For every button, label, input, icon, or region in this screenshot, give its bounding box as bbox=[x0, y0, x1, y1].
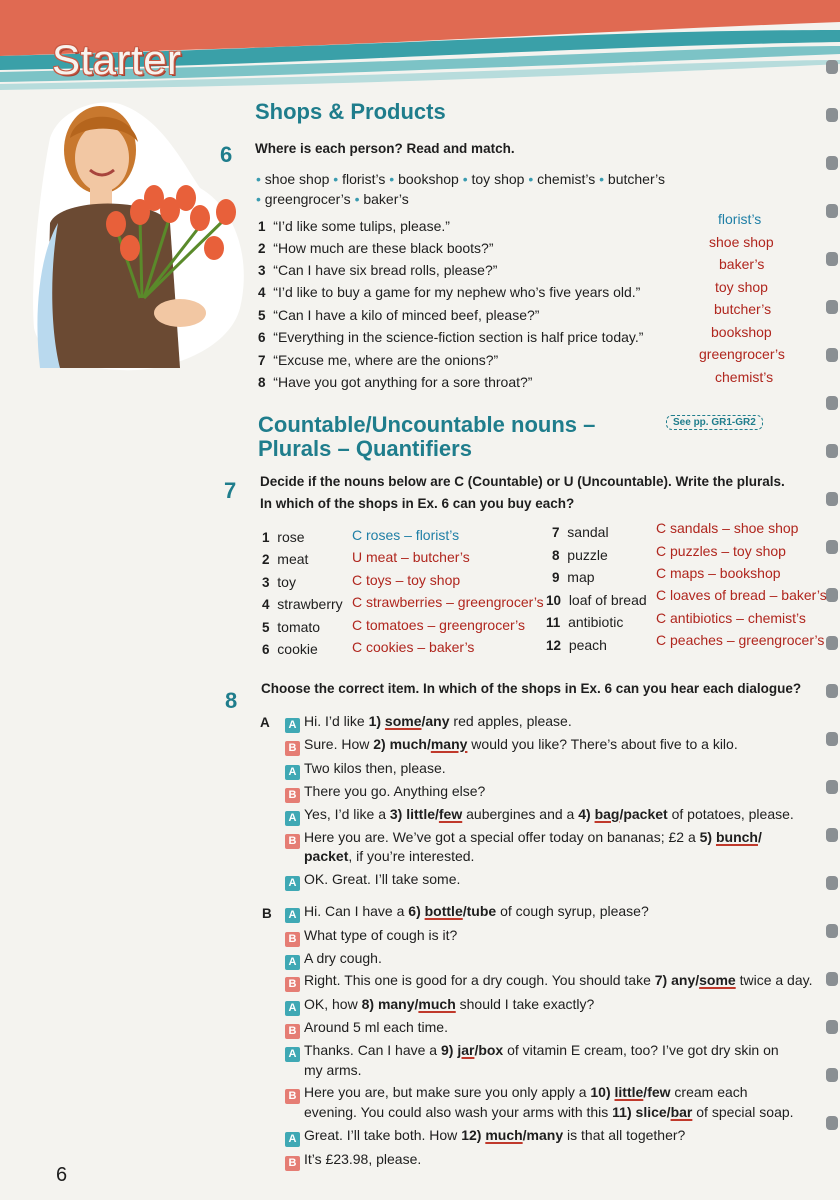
item-number: 12) bbox=[461, 1127, 486, 1143]
bullet-icon: • bbox=[354, 191, 360, 207]
option-choice[interactable]: much bbox=[418, 996, 456, 1012]
dialogue-text: of vitamin E cream, too? I’ve got dry skin on bbox=[503, 1042, 779, 1058]
answer-text: toy shop bbox=[715, 279, 768, 295]
dialogue-line bbox=[285, 970, 812, 992]
item-number: 10) bbox=[590, 1084, 615, 1100]
bullet-icon: • bbox=[389, 171, 395, 187]
answer-text: butcher’s bbox=[714, 301, 772, 317]
speaker-a-badge: A bbox=[285, 955, 300, 970]
item-number: 8) bbox=[361, 996, 378, 1012]
bullet-icon: • bbox=[256, 171, 261, 187]
item-number: 6 bbox=[258, 330, 266, 345]
answer-text: C maps – bookshop bbox=[656, 565, 781, 581]
separator: / bbox=[462, 903, 467, 919]
item-number: 5 bbox=[262, 620, 270, 635]
dialogue-text: of potatoes, please. bbox=[667, 806, 794, 822]
dialogue-line bbox=[285, 781, 485, 803]
dialogue-text: OK. Great. I’ll take some. bbox=[304, 871, 461, 887]
dialogue-line bbox=[285, 1149, 421, 1171]
list-item bbox=[262, 551, 308, 567]
item-number: 8 bbox=[552, 548, 560, 563]
dialogue-label: A bbox=[260, 715, 270, 730]
option-choice[interactable]: packet bbox=[304, 848, 349, 864]
dialogue-text: my arms. bbox=[304, 1062, 362, 1078]
quote-text: “Excuse me, where are the onions?” bbox=[273, 352, 499, 368]
dialogue-text: red apples, please. bbox=[449, 713, 572, 729]
woman-with-tulips-photo bbox=[30, 98, 252, 376]
bullet-icon: • bbox=[333, 171, 339, 187]
separator: / bbox=[426, 736, 431, 752]
item-number: 7 bbox=[258, 353, 266, 368]
list-item bbox=[262, 574, 296, 590]
speaker-a-badge: A bbox=[285, 1047, 300, 1062]
item-number: 11 bbox=[546, 615, 561, 630]
item-number: 7 bbox=[552, 525, 560, 540]
dialogue-line bbox=[285, 758, 446, 780]
word-bank-item: chemist’s bbox=[537, 171, 596, 187]
dialogue-line bbox=[285, 711, 572, 733]
separator: / bbox=[619, 806, 624, 822]
noun-word: rose bbox=[277, 529, 305, 545]
dialogue-line-continued bbox=[304, 1060, 362, 1080]
noun-word: puzzle bbox=[567, 547, 608, 563]
dialogue-line-continued bbox=[304, 846, 474, 866]
speaker-b-badge: B bbox=[285, 788, 300, 803]
list-item bbox=[552, 547, 608, 563]
answer-text: C antibiotics – chemist’s bbox=[656, 610, 806, 626]
answer-text: bookshop bbox=[711, 324, 772, 340]
exercise-instruction: Choose the correct item. In which of the shops in Ex. 6 can you hear each dialogue? bbox=[261, 681, 802, 696]
quote-text: “Can I have six bread rolls, please?” bbox=[273, 262, 498, 278]
quote-text: “I’d like to buy a game for my nephew who’s five years old.” bbox=[273, 284, 641, 300]
dialogue-text: is that all together? bbox=[563, 1127, 686, 1143]
list-item bbox=[546, 614, 623, 630]
exercise-number: 6 bbox=[220, 142, 233, 167]
speaker-b-badge: B bbox=[285, 1089, 300, 1104]
item-number: 5) bbox=[699, 829, 716, 845]
answer-text: chemist’s bbox=[715, 369, 774, 385]
dialogue-text: It’s £23.98, please. bbox=[304, 1151, 422, 1167]
section-title-countable: Countable/Uncountable nouns – bbox=[258, 412, 596, 437]
option-choice[interactable]: some bbox=[699, 972, 736, 988]
noun-word: map bbox=[567, 569, 595, 585]
bullet-icon: • bbox=[256, 191, 261, 207]
dialogue-text: Hi. Can I have a bbox=[304, 903, 409, 919]
answer-text: shoe shop bbox=[709, 234, 774, 250]
dialogue-line bbox=[285, 1040, 779, 1062]
dialogue-line bbox=[285, 1125, 685, 1147]
noun-word: antibiotic bbox=[568, 614, 624, 630]
answer-text: C peaches – greengrocer’s bbox=[656, 632, 825, 648]
noun-word: toy bbox=[277, 574, 296, 590]
item-number: 1 bbox=[262, 530, 270, 545]
quote-text: “How much are these black boots?” bbox=[273, 240, 494, 256]
speaker-b-badge: B bbox=[285, 977, 300, 992]
list-item bbox=[262, 529, 305, 545]
option-choice[interactable]: packet bbox=[623, 806, 668, 822]
speaker-b-badge: B bbox=[285, 741, 300, 756]
dialogue-line bbox=[285, 948, 382, 970]
dialogue-line bbox=[285, 734, 738, 756]
list-item bbox=[262, 619, 320, 635]
option-choice[interactable]: bag bbox=[594, 806, 620, 822]
item-number: 5 bbox=[258, 308, 266, 323]
dialogue-text: , if you’re interested. bbox=[348, 848, 475, 864]
item-number: 9 bbox=[552, 570, 560, 585]
noun-word: cookie bbox=[277, 641, 318, 657]
item-number: 3) bbox=[389, 806, 407, 822]
separator: / bbox=[414, 996, 419, 1012]
item-number: 12 bbox=[546, 638, 562, 653]
answer-text: C puzzles – toy shop bbox=[656, 543, 786, 559]
item-number: 6) bbox=[408, 903, 425, 919]
noun-word: loaf of bread bbox=[568, 592, 647, 608]
option-choice[interactable]: tube bbox=[466, 903, 497, 919]
dialogue-text: Thanks. Can I have a bbox=[304, 1042, 441, 1058]
word-bank-item: florist’s bbox=[342, 171, 386, 187]
option-choice[interactable]: few bbox=[438, 806, 463, 822]
option-choice[interactable]: little bbox=[406, 806, 435, 822]
speaker-a-badge: A bbox=[285, 811, 300, 826]
list-item bbox=[258, 329, 643, 345]
answer-text: C sandals – shoe shop bbox=[656, 520, 799, 536]
item-number: 7) bbox=[654, 972, 672, 988]
option-choice[interactable]: much bbox=[485, 1127, 523, 1143]
page-header-title: Starter bbox=[52, 36, 182, 83]
quote-text: “Can I have a kilo of minced beef, please?” bbox=[273, 307, 540, 323]
dialogue-text: There you go. Anything else? bbox=[304, 783, 486, 799]
separator: / bbox=[643, 1084, 648, 1100]
item-number: 2 bbox=[262, 552, 270, 567]
bullet-icon: • bbox=[599, 171, 605, 187]
answer-text: U meat – butcher’s bbox=[352, 549, 470, 565]
dialogue-line bbox=[285, 1017, 448, 1039]
quote-text: “I’d like some tulips, please.” bbox=[273, 218, 450, 234]
option-choice[interactable]: any bbox=[671, 972, 696, 988]
dialogue-text: Here you are, but make sure you only apply a bbox=[304, 1084, 591, 1100]
speaker-b-badge: B bbox=[285, 1156, 300, 1171]
item-number: 2 bbox=[258, 241, 266, 256]
list-item bbox=[258, 352, 498, 368]
noun-word: sandal bbox=[567, 524, 609, 540]
option-choice[interactable]: slice bbox=[635, 1104, 667, 1120]
item-number: 3 bbox=[262, 575, 270, 590]
option-choice[interactable]: many bbox=[377, 996, 415, 1012]
exercise-number: 8 bbox=[225, 688, 238, 713]
speaker-a-badge: A bbox=[285, 908, 300, 923]
dialogue-line bbox=[285, 925, 457, 947]
speaker-a-badge: A bbox=[285, 765, 300, 780]
list-item bbox=[546, 637, 607, 653]
dialogue-line bbox=[285, 1082, 748, 1104]
separator: / bbox=[757, 829, 762, 845]
dialogue-text: Hi. I’d like bbox=[304, 713, 369, 729]
option-choice[interactable]: some bbox=[384, 713, 422, 729]
noun-word: strawberry bbox=[277, 596, 343, 612]
answer-text: baker’s bbox=[719, 256, 765, 272]
word-bank-item: butcher’s bbox=[607, 171, 665, 187]
dialogue-line-continued bbox=[304, 1102, 794, 1122]
option-choice[interactable]: many bbox=[526, 1127, 564, 1143]
dialogue-text: Two kilos then, please. bbox=[304, 760, 446, 776]
dialogue-text: of special soap. bbox=[692, 1104, 794, 1120]
quote-text: “Everything in the science-fiction section is half price today.” bbox=[273, 329, 644, 345]
item-number: 8 bbox=[258, 375, 266, 390]
item-number: 3 bbox=[258, 263, 266, 278]
dialogue-text: Here you are. We’ve got a special offer today on bananas; £2 a bbox=[304, 829, 700, 845]
exercise-number: 7 bbox=[224, 478, 237, 503]
list-item bbox=[258, 284, 640, 300]
dialogue-text: Great. I’ll take both. How bbox=[304, 1127, 462, 1143]
list-item bbox=[546, 592, 647, 608]
list-item bbox=[258, 307, 539, 323]
list-item bbox=[552, 569, 595, 585]
shop-word-bank-line2 bbox=[256, 191, 409, 207]
dialogue-text: Yes, I’d like a bbox=[304, 806, 390, 822]
list-item bbox=[258, 218, 450, 234]
answer-text: C strawberries – greengrocer’s bbox=[352, 594, 544, 610]
speaker-a-badge: A bbox=[285, 718, 300, 733]
word-bank-item: greengrocer’s bbox=[264, 191, 351, 207]
option-choice[interactable]: few bbox=[647, 1084, 671, 1100]
section-title-shops-products: Shops & Products bbox=[255, 99, 446, 124]
exercise-instruction: Where is each person? Read and match. bbox=[255, 141, 515, 156]
item-number: 1 bbox=[258, 219, 266, 234]
separator: / bbox=[695, 972, 700, 988]
dialogue-text: A dry cough. bbox=[304, 950, 382, 966]
bullet-icon: • bbox=[528, 171, 534, 187]
dialogue-text: What type of cough is it? bbox=[304, 927, 458, 943]
word-bank-item: toy shop bbox=[471, 171, 525, 187]
exercise-instruction: Decide if the nouns below are C (Countable) or U (Uncountable). Write the plurals. bbox=[260, 474, 785, 489]
item-number: 9) bbox=[440, 1042, 458, 1058]
option-choice[interactable]: bunch bbox=[715, 829, 758, 845]
word-bank-item: baker’s bbox=[363, 191, 409, 207]
dialogue-text: twice a day. bbox=[735, 972, 813, 988]
dialogue-text: of cough syrup, please? bbox=[496, 903, 649, 919]
page-number: 6 bbox=[56, 1164, 68, 1186]
item-number: 4 bbox=[258, 285, 266, 300]
option-choice[interactable]: jar bbox=[457, 1042, 475, 1058]
item-number: 1) bbox=[368, 713, 385, 729]
word-bank-item: bookshop bbox=[398, 171, 459, 187]
spiral-binding bbox=[818, 60, 840, 1180]
item-number: 4 bbox=[262, 597, 270, 612]
answer-text: C loaves of bread – baker’s bbox=[656, 587, 827, 603]
dialogue-text: would you like? There’s about five to a kilo. bbox=[467, 736, 738, 752]
option-choice[interactable]: box bbox=[478, 1042, 504, 1058]
separator: / bbox=[522, 1127, 527, 1143]
speaker-b-badge: B bbox=[285, 834, 300, 849]
item-number: 4) bbox=[578, 806, 595, 822]
item-number: 11) bbox=[612, 1104, 636, 1120]
noun-word: peach bbox=[568, 637, 607, 653]
separator: / bbox=[435, 806, 439, 822]
option-choice[interactable]: bar bbox=[670, 1104, 693, 1120]
option-choice[interactable]: any bbox=[425, 713, 450, 729]
dialogue-text: OK, how bbox=[304, 996, 362, 1012]
option-choice[interactable]: much bbox=[389, 736, 427, 752]
answer-text: C roses – florist’s bbox=[352, 527, 460, 543]
quote-text: “Have you got anything for a sore throat?” bbox=[273, 374, 533, 390]
option-choice[interactable]: many bbox=[430, 736, 468, 752]
dialogue-text: Around 5 ml each time. bbox=[304, 1019, 448, 1035]
option-choice[interactable]: bottle bbox=[424, 903, 463, 919]
dialogue-text: should I take exactly? bbox=[455, 996, 595, 1012]
speaker-a-badge: A bbox=[285, 876, 300, 891]
exercise-instruction-line2: In which of the shops in Ex. 6 can you buy each? bbox=[260, 496, 575, 511]
word-bank-item: shoe shop bbox=[264, 171, 330, 187]
item-number: 2) bbox=[373, 736, 390, 752]
dialogue-line bbox=[285, 994, 594, 1016]
answer-text: C cookies – baker’s bbox=[352, 639, 475, 655]
list-item bbox=[258, 374, 532, 390]
option-choice[interactable]: little bbox=[614, 1084, 644, 1100]
list-item bbox=[262, 641, 318, 657]
dialogue-line bbox=[285, 901, 649, 923]
noun-word: meat bbox=[277, 551, 309, 567]
speaker-b-badge: B bbox=[285, 932, 300, 947]
list-item bbox=[262, 596, 343, 612]
dialogue-label: B bbox=[262, 906, 272, 921]
separator: / bbox=[666, 1104, 671, 1120]
speaker-a-badge: A bbox=[285, 1001, 300, 1016]
separator: / bbox=[421, 713, 426, 729]
dialogue-text: Right. This one is good for a dry cough. You should take bbox=[304, 972, 655, 988]
answer-text: C tomatoes – greengrocer’s bbox=[352, 617, 526, 633]
list-item bbox=[258, 240, 494, 256]
list-item bbox=[258, 262, 497, 278]
dialogue-text: cream each bbox=[670, 1084, 748, 1100]
item-number: 10 bbox=[546, 593, 562, 608]
dialogue-text: aubergines and a bbox=[462, 806, 579, 822]
list-item bbox=[552, 524, 609, 540]
answer-text: greengrocer’s bbox=[699, 346, 785, 362]
dialogue-text: evening. You could also wash your arms with this bbox=[304, 1104, 613, 1120]
section-title-countable-line2: Plurals – Quantifiers bbox=[258, 436, 472, 461]
answer-text: C toys – toy shop bbox=[352, 572, 461, 588]
dialogue-line bbox=[285, 804, 794, 826]
noun-word: tomato bbox=[277, 619, 321, 635]
speaker-a-badge: A bbox=[285, 1132, 300, 1147]
bullet-icon: • bbox=[462, 171, 468, 187]
separator: / bbox=[474, 1042, 479, 1058]
grammar-reference-link[interactable]: See pp. GR1-GR2 bbox=[666, 415, 763, 430]
dialogue-line bbox=[285, 869, 460, 891]
speaker-b-badge: B bbox=[285, 1024, 300, 1039]
item-number: 6 bbox=[262, 642, 270, 657]
shop-word-bank bbox=[256, 171, 665, 187]
answer-text: florist’s bbox=[718, 211, 762, 227]
dialogue-text: Sure. How bbox=[304, 736, 374, 752]
